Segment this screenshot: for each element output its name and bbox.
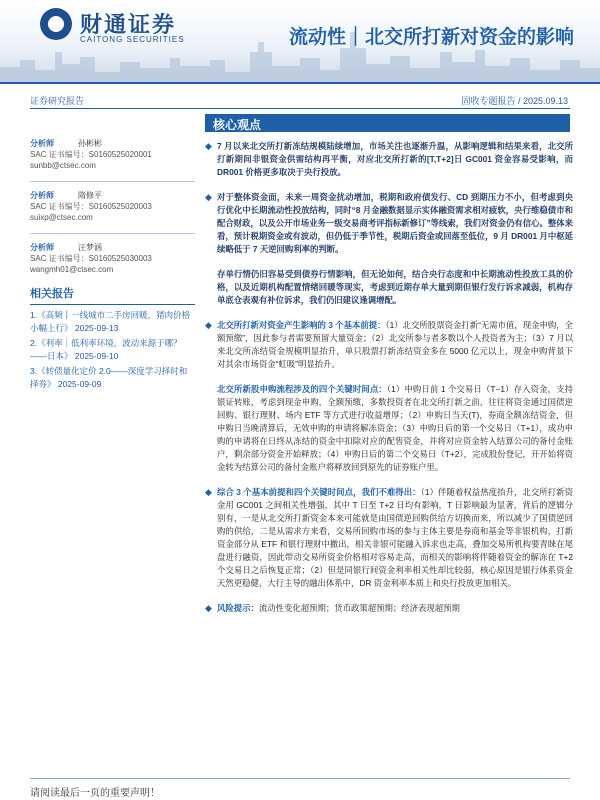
- core-point: [205, 486, 573, 590]
- analyst-name: 隋修平: [78, 191, 102, 200]
- analyst-card: [30, 138, 195, 171]
- logo-chinese-name: 财通证券: [80, 12, 177, 37]
- company-logo: [40, 8, 190, 48]
- disclaimer-note: 请阅读最后一页的重要声明！: [30, 788, 160, 799]
- core-section-bar: [205, 114, 570, 132]
- logo-icon: [40, 8, 72, 40]
- bullet-icon: ◆: [205, 320, 212, 330]
- analyst-name: 汪梦涵: [78, 243, 102, 252]
- risk-warning-text: 流动性变化超预期；货币政策超预期；经济表现超预期: [258, 603, 460, 613]
- core-content: [205, 140, 573, 627]
- core-section-title: 核心观点: [213, 118, 262, 132]
- header-banner: [0, 0, 600, 82]
- bullet-icon: ◆: [205, 603, 212, 613]
- core-point-text: 存单行情仍旧容易受到债券行情影响，但无论如何，结合央行态度和中长期流动性投放工具的价格，以及近期机构配置情绪回暖等现实，考虑到近期存单大量到期但银行发行诉求减弱，机构存单底仓表观有补位诉求，我们仍旧建议逢调增配。: [217, 269, 573, 305]
- analyst-card: [30, 190, 195, 223]
- analyst-card: [30, 242, 195, 275]
- core-point: [205, 383, 573, 474]
- analyst-name: 孙彬彬: [78, 139, 102, 148]
- related-reports-title: 相关报告: [30, 285, 195, 305]
- core-point: [205, 191, 573, 256]
- report-title: 流动性｜北交所打新对资金的影响: [288, 27, 574, 48]
- core-point-lead: 综合 3 个基本前提和四个关键时间点，我们不难得出：: [217, 487, 421, 497]
- bullet-icon: ◆: [205, 192, 212, 202]
- report-meta: 固收专题报告 / 2025.09.13: [461, 96, 568, 106]
- title-rule: [0, 82, 600, 84]
- bullet-icon: ◆: [205, 141, 212, 151]
- related-report-link[interactable]: 1.《高频丨一线城市二手房回暖，猪肉价格小幅上行》 2025-09-13: [30, 310, 191, 333]
- risk-warning: [205, 602, 573, 615]
- related-report-link[interactable]: 2.《利率｜低利率环境，波动来源于哪？——日本》 2025-09-10: [30, 338, 182, 361]
- core-point: [205, 319, 573, 371]
- analyst-email[interactable]: wangmh01@ctsec.com: [30, 265, 114, 274]
- analyst-cert: SAC 证书编号：S0160525020003: [30, 202, 152, 211]
- analyst-divider: [30, 233, 195, 234]
- core-point-text: 7 月以来北交所打新冻结规模陆续增加，市场关注也逐渐升温，从影响逻辑和结果来看，北交所打新期间非银资金供需结构再平衡，对应北交所打新的[T,T+2]日 GC001 资金容易受影响，而 DR001 价格更多取决于央行投放。: [217, 141, 573, 177]
- logo-english-name: CAITONG SECURITIES: [80, 35, 185, 44]
- core-point-text: 对于整体资金面，未来一周资金扰动增加，税期和政府债发行、CD 到期压力不小，但考虑到央行优化中长期流动性投放结构，同时“8 月金融数据显示实体融资需求相对疲软，央行维稳债市和配合财政，以及公开市场业务一级交易商考评指标新修订”等线索，我们对资金仍有信心。整体来看，预计税期资金或有波动，但仍低于季节性，税期后资金或回落至低位，9 月 DR001 月中枢延续略低于 7 天逆回购利率的判断。: [217, 192, 573, 254]
- core-point: [205, 268, 573, 307]
- risk-warning-lead: 风险提示：: [217, 603, 259, 613]
- core-point-text: （1）申购日前 1 个交易日（T−1）存入资金，支持银证转账，考虑到现金申购，全额预缴，多数投资者在北交所打新之前，往往将资金通过国债逆回购、银行理财、场内 ETF 等方式进行收益增厚；（2）申购日当天(T)，券商全额冻结资金，但申购日当晚清算后，无效申购的申请将解冻资金；（3）申购日后的第一个交易日（T+1），成功申购的申请将在日终从冻结的资金中扣除对应的配售资金，并将对应资金转入结算公司的备付金账户，剩余部分资金开始释放；（4）申购日后的第二个交易日（T+2），完成股份登记，开开始将资金转为结算公司的备付金账户将释放回到原先的证券账户里。: [217, 384, 574, 472]
- core-point-lead: 北交所新股申购流程涉及的四个关键时间点：: [217, 384, 387, 394]
- left-sidebar: [30, 138, 195, 393]
- footer-divider: [30, 778, 570, 779]
- bullet-icon: ◆: [205, 487, 212, 497]
- analyst-email[interactable]: suixp@ctsec.com: [30, 213, 93, 222]
- analyst-role: 分析师: [30, 243, 54, 252]
- analyst-role: 分析师: [30, 191, 54, 200]
- core-point: [205, 140, 573, 179]
- report-type: 证券研究报告: [30, 96, 85, 106]
- analyst-role: 分析师: [30, 139, 54, 148]
- core-point-text: （1）北交所股票资金打新“无需市值，现金申购，全额预缴”，因此参与者需要预留大量资金；（2）北交所参与者多数以个人投资者为主；（3）7 月以来北交所冻结资金规模明显抬升，单只股票打新冻结资金多在 5000 亿元以上，现金申购背景下对其余市场资金“虹吸”明显抬升。: [217, 320, 573, 369]
- related-report-link[interactable]: 3.《转债量化定价 2.0——深度学习择时和择券》 2025-09-09: [30, 366, 188, 389]
- header-divider: [30, 108, 570, 109]
- analyst-cert: SAC 证书编号：S0160525020001: [30, 150, 152, 159]
- analyst-divider: [30, 181, 195, 182]
- analyst-email[interactable]: sunbb@ctsec.com: [30, 161, 96, 170]
- core-point-lead: 北交所打新对资金产生影响的 3 个基本前提：: [217, 320, 386, 330]
- analyst-cert: SAC 证书编号：S0160525030003: [30, 254, 152, 263]
- core-point-text: （1）伴随着权益热度抬升，北交所打新资金用 GC001 之间相关性增强，其中 T 日至 T+2 日均有影响，T 日影响最为显著，背后的逻辑分别有，一是从北交所打新资金本来可能就是由国债逆回购供给方切换而来，所以减少了国债逆回购的供给，二是从需求方来看，交易所回购市场的参与主体主要是券商和基金等非银机构，打新资金部分从 ETF 和银行理财中撤出，相关非银可能融入诉求也走高，叠加交易所机构要青睐在尾盘进行融资，因此带动交易所资金价格相对容易走高，而相关的影响将伴随着资金的解冻在 T+2 个交易日之后恢复正常；（2）但是同银行间资金利率相关性却比较弱，核心原因是银行体系资金天然更稳健，大行主导的融出体系中，DR 资金利率本质上和央行投放更加相关。: [217, 487, 573, 588]
